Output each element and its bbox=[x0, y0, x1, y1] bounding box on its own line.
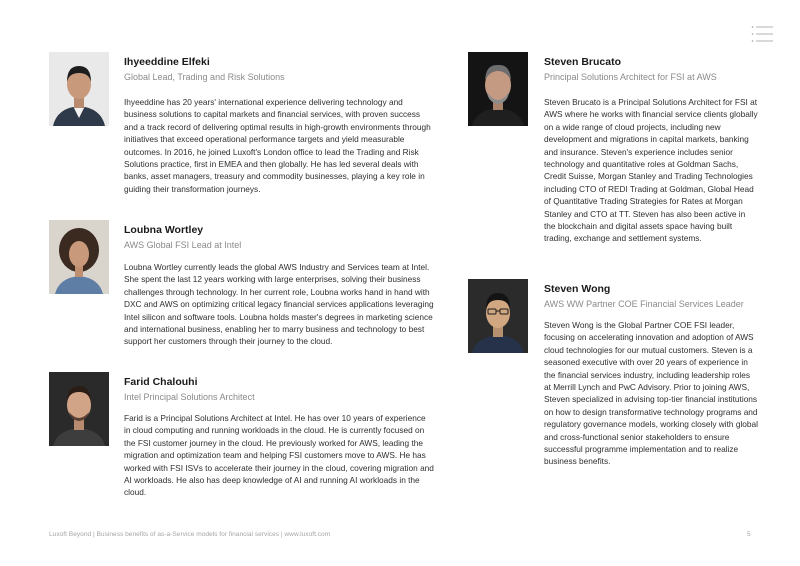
person-role: Intel Principal Solutions Architect bbox=[124, 392, 255, 402]
person-name: Steven Wong bbox=[544, 283, 611, 295]
person-role: AWS WW Partner COE Financial Services Leader bbox=[544, 299, 744, 309]
person-role: Global Lead, Trading and Risk Solutions bbox=[124, 72, 285, 82]
person-name: Steven Brucato bbox=[544, 56, 622, 68]
hamburger-menu-icon[interactable] bbox=[751, 25, 775, 43]
person-bio: Steven Brucato is a Principal Solutions Architect for FSI at AWS where he works with financial service clients globally on a wide range of cloud projects, including new development and migrations in capital markets, banking and insurance. Steven's experience includes senior technology and quantitative roles at Goldman Sachs, Credit Suisse, Morgan Stanley and Trading Technologies including CTO of REDI Trading at Goldman, Global Head of Quantitative Trading Strategies for Rates at Morgan Stanley and CTO at TT. Steven has also been active in the blockchain and digital assets space having built trading, exchange and settlement systems. bbox=[544, 97, 758, 244]
portrait-photo bbox=[468, 279, 528, 353]
page-number: 5 bbox=[747, 531, 751, 538]
page-footer: Luxoft Beyond | Business benefits of as-a-Service models for financial services | www.luxoft.com bbox=[49, 531, 331, 538]
person-bio: Loubna Wortley currently leads the global AWS Industry and Services team at Intel. She spent the last 12 years working with large enterprises, solving their business challenges through technology. In her current role, Loubna works hand in hand with DXC and AWS on optimizing critical legacy financial services applications leveraging Intel silicon and software tools. Loubna holds master's degrees in marketing science and international business, enabling her to marry business and technology to best support her customers through their journey to the cloud. bbox=[124, 262, 434, 347]
portrait-photo bbox=[49, 52, 109, 126]
person-role: Principal Solutions Architect for FSI at AWS bbox=[544, 72, 717, 82]
person-bio: Ihyeeddine has 20 years' international experience delivering technology and business solutions to capital markets and financial services, with proven success and a track record of delivering optimal results in high-growth environments through initiatives that exceed operational performance targets and yield measurable outcomes. In 2016, he joined Luxoft's London office to lead the Trading and Risk Solutions practice, first in EMEA and then globally. He has led several deals with banks, asset managers, treasury and commodity businesses, playing a key role in guiding their transformation journeys. bbox=[124, 97, 431, 194]
person-bio: Farid is a Principal Solutions Architect at Intel. He has over 10 years of experience in cloud computing and running workloads in the cloud. He is currently focused on the FSI customer journey in the cloud. He previously worked for AWS, leading the migration and optimization team and helping FSI customers move to AWS. He has worked with FSI ISVs to accelerate their journey in the cloud, covering migration and AI workloads. He also has deep knowledge of AI and running AI workloads in the cloud. bbox=[124, 413, 434, 498]
portrait-photo bbox=[468, 52, 528, 126]
person-role: AWS Global FSI Lead at Intel bbox=[124, 240, 242, 250]
person-name: Ihyeeddine Elfeki bbox=[124, 56, 210, 68]
person-name: Loubna Wortley bbox=[124, 224, 204, 236]
person-name: Farid Chalouhi bbox=[124, 376, 198, 388]
portrait-photo bbox=[49, 220, 109, 294]
portrait-photo bbox=[49, 372, 109, 446]
person-bio: Steven Wong is the Global Partner COE FSI leader, focusing on accelerating innovation and adoption of AWS cloud technologies for our mutual customers. Steven is a seasoned executive with over 20 years of experience in the financial services industry, including leadership roles at Merrill Lynch and PwC Advisory. Prior to joining AWS, Steven specialized in advising top-tier financial institutions on how to design transformative technology programs and regulatory governance models, working closely with global and cross-functional senior stakeholders to ensure successful programme implementation and to realize business benefits. bbox=[544, 320, 758, 467]
